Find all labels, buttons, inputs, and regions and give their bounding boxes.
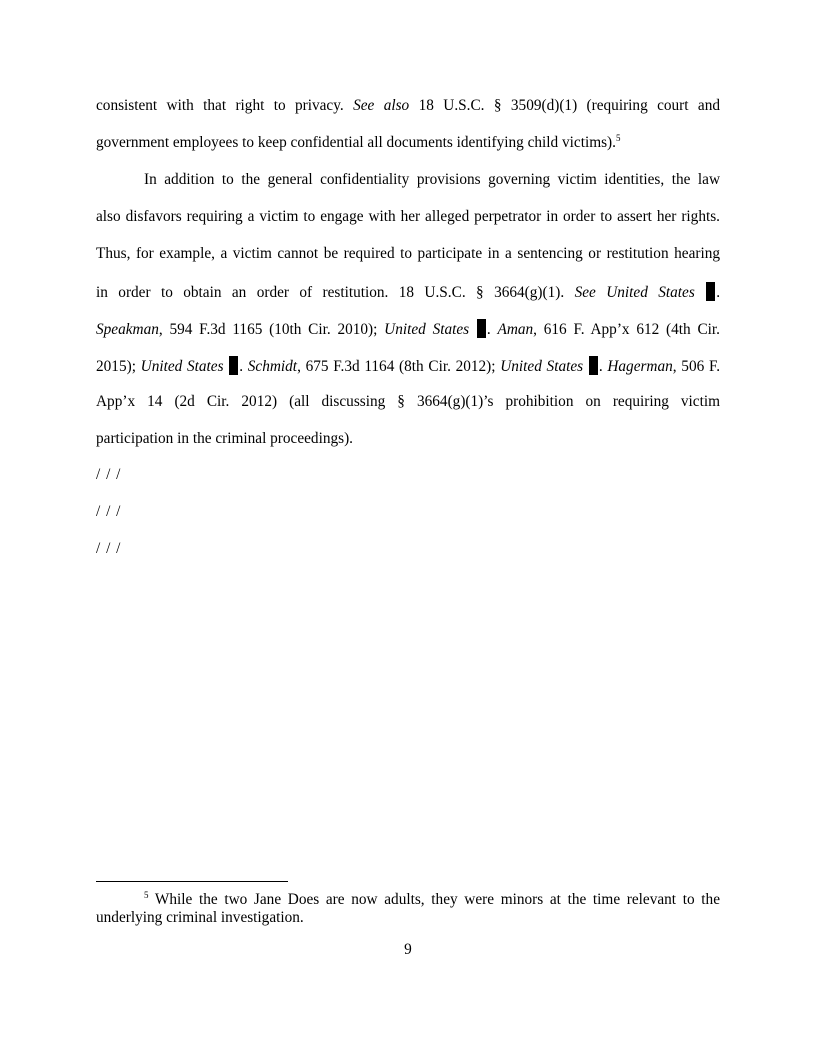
footnote-line-1: $^5$ While the two Jane Does are now adults, they were minors at the time relevant to the [144,890,720,908]
section-break-slashes: / / / [96,540,122,557]
redaction-box [477,319,486,338]
redaction-box [589,356,598,375]
body-line-8: 2015); United States . Schmidt, 675 F.3d 1164 (8th Cir. 2012); United States . Hagerman, 506 F. [96,358,721,375]
redaction-box [706,282,715,301]
body-line-5: Thus, for example, a victim cannot be required to participate in a sentencing or restitution hearing [96,245,720,262]
body-line-7: Speakman, 594 F.3d 1165 (10th Cir. 2010); United States . Aman, 616 F. App’x 612 (4th Cir. [96,321,720,338]
section-break-slashes: / / / [96,466,122,483]
page-number: 9 [404,941,412,958]
redaction-box [229,356,238,375]
footnote-number: 5 [144,890,149,900]
footnote-divider [96,881,288,882]
body-line-1: consistent with that right to privacy. See also 18 U.S.C. § 3509(d)(1) (requiring court and [96,97,720,114]
body-line-6: in order to obtain an order of restitution. 18 U.S.C. § 3664(g)(1). See United States . [96,284,721,301]
body-line-9: App’x 14 (2d Cir. 2012) (all discussing § 3664(g)(1)’s prohibition on requiring victim [96,393,720,410]
section-break-slashes: / / / [96,503,122,520]
body-line-10: participation in the criminal proceedings). [96,430,353,447]
body-line-3: In addition to the general confidentiality provisions governing victim identities, the law [144,171,720,188]
footnote-reference[interactable]: 5 [615,133,621,143]
footnote-line-2: underlying criminal investigation. [96,909,304,926]
body-line-4: also disfavors requiring a victim to engage with her alleged perpetrator in order to assert her rights. [96,208,720,225]
body-line-2: government employees to keep confidential all documents identifying child victims).$^5$ [96,133,621,151]
